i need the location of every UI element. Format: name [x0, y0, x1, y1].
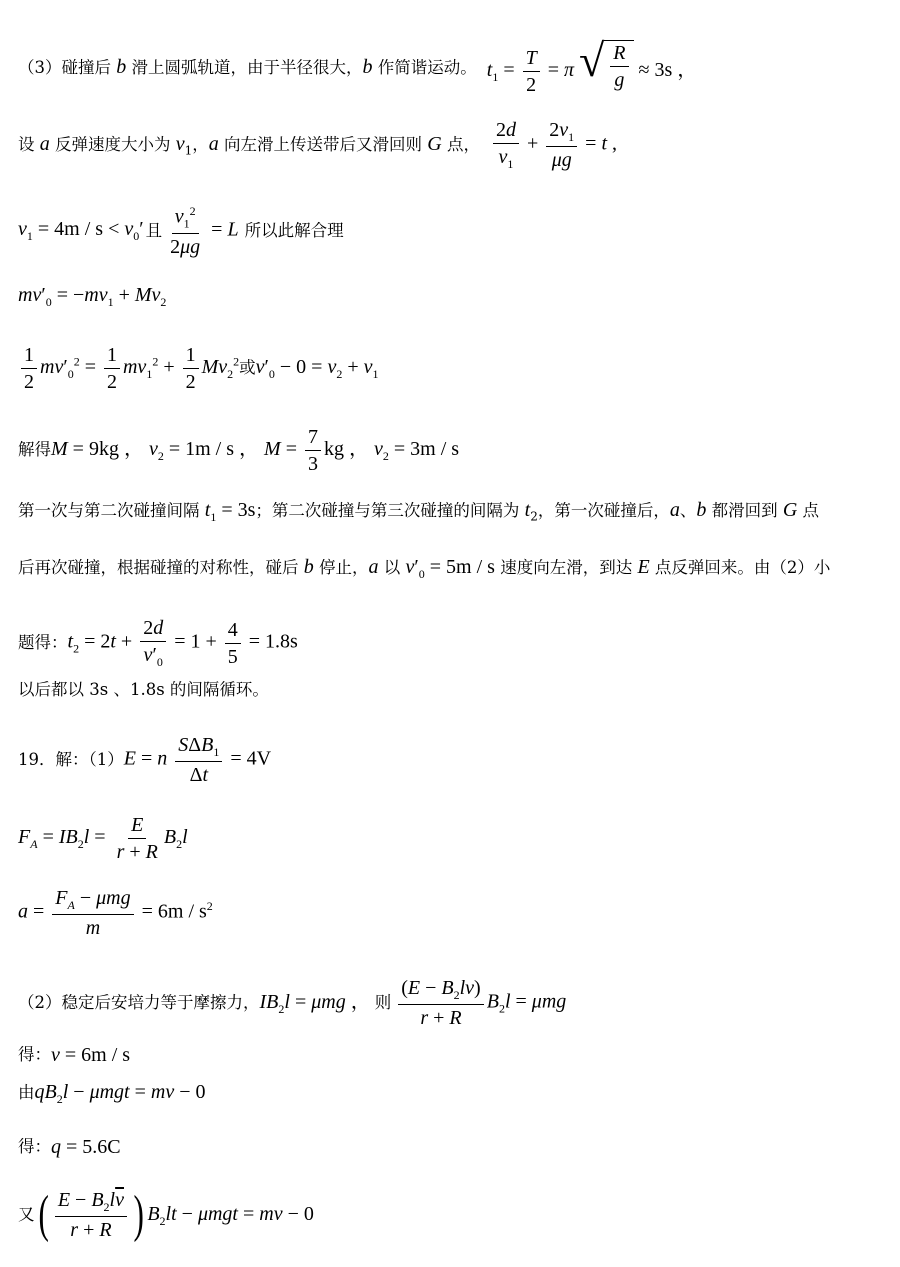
- text-get: 得：: [18, 1136, 51, 1156]
- line-q19-steady: [18, 978, 886, 1028]
- text-segment: （3）碰撞后 b 滑上圆弧轨道，由于半径很大，b 作简谐运动。: [18, 56, 477, 79]
- equation-balance: $IB_2l = \mu mg$ ，: [259, 990, 371, 1016]
- equation-t1: $t_1$ = $\frac{T}{2}$ = π √ $\frac{R}{g}$ ≈ 3s ，: [486, 35, 698, 96]
- equation-force: $F_A = IB_2l$ = $\frac{E}{r + R}$ $B_2l$: [18, 814, 188, 863]
- equation-velocity-sum: $v'_0 - 0 = v_2 + v_1$: [255, 356, 379, 381]
- line-p3-interval1: [18, 500, 886, 523]
- equation-accel: a = $\frac{F_A - \mu mg}{m}$ = $6m / s^2$: [18, 887, 213, 939]
- equation-v1: $v_1 = 4m / s < v_0'$: [18, 218, 144, 244]
- equation-impulse: $qB_2l - \mu mgt$ = mv − 0: [34, 1081, 206, 1106]
- text-steady: （2）稳定后安培力等于摩擦力，: [18, 992, 260, 1012]
- line-p3-check: [18, 205, 886, 257]
- text-segment: 设 a 反弹速度大小为 $v_1$，a 向左滑上传送带后又滑回则 G 点，: [18, 132, 480, 158]
- text-reasonable: 所以此解合理: [244, 220, 344, 240]
- text-segment: 后再次碰撞，根据碰撞的对称性，碰后 b 停止，a 以 $v'_0 = 5m / s$ 速度向左滑，到达 E 点反弹回来。由（2）小: [18, 556, 831, 581]
- line-p3-energy: [18, 345, 886, 392]
- equation-q: q = 5.6C: [51, 1136, 121, 1158]
- equation-momentum: $mv'_0 = -mv_1 + Mv_2$: [18, 284, 167, 309]
- equation-steady: $\frac{(E - B_2lv)}{r + R}$ $B_2l = \mu mg$: [395, 978, 566, 1028]
- line-p3-momentum: [18, 285, 886, 308]
- text-q19: 19．解：（1）: [18, 749, 124, 769]
- equation-emf: E = n $\frac{S\Delta B_1}{\Delta t}$ = 4V: [123, 734, 272, 786]
- equation-solutions: M = 9kg ， $v_2 = 1m / s$ ， M = $\frac{7}{3}$ kg ， $v_2 = 3m / s$: [51, 426, 460, 475]
- line-q19-v: [18, 1045, 886, 1065]
- line-q19-impulse: [18, 1082, 886, 1105]
- line-p3-solve: [18, 427, 886, 474]
- text-segment: 第一次与第二次碰撞间隔 $t_1 = 3s$；第二次碰撞与第三次碰撞的间隔为 $t_2$，第一次碰撞后，a、b 都滑回到 G 点: [18, 499, 820, 524]
- equation-v: v = 6m / s: [51, 1044, 131, 1066]
- text-get: 得：: [18, 1044, 51, 1064]
- line-q19-emf: [18, 735, 886, 785]
- equation-final: ( $\frac{E - B_2l\overline{v}}{r + R}$ ) $B_2lt - \mu mgt$ = mv − 0: [37, 1185, 314, 1243]
- line-q19-q: [18, 1137, 886, 1157]
- line-q19-final: [18, 1185, 886, 1243]
- text-then: 则: [374, 992, 392, 1012]
- text-solved: 解得: [18, 440, 51, 460]
- text-from: 由: [18, 1083, 35, 1103]
- line-p3-intro: [18, 35, 886, 96]
- text-and: 且: [145, 220, 163, 240]
- text-cycle: 以后都以 3s 、1.8s 的间隔循环。: [18, 680, 269, 699]
- line-q19-accel: [18, 888, 886, 938]
- line-p3-cycle: [18, 682, 886, 699]
- equation-rebound: $\frac{2d}{v_1}$ + $\frac{2v_1}{\mu g}$ = t ,: [490, 120, 617, 170]
- equation-energy: $\frac{1}{2}$ $mv'_0^2$ = $\frac{1}{2}$ $mv_1^2$ + $\frac{1}{2}$ $Mv_2^2$: [18, 345, 239, 392]
- equation-length: $\frac{v_1^2}{2\mu g}$ = L: [170, 204, 239, 258]
- text-question: 题得：: [18, 632, 68, 652]
- line-p3-t2: [18, 618, 886, 668]
- line-p3-interval2: [18, 557, 886, 580]
- line-q19-force: [18, 815, 886, 862]
- line-p3-rebound: [18, 120, 886, 170]
- text-or: 或: [239, 358, 256, 378]
- text-also: 又: [18, 1204, 35, 1224]
- equation-t2: $t_2 = 2t$ + $\frac{2d}{v'_0}$ = 1 + $\frac{4}{5}$ = 1.8s: [67, 617, 298, 669]
